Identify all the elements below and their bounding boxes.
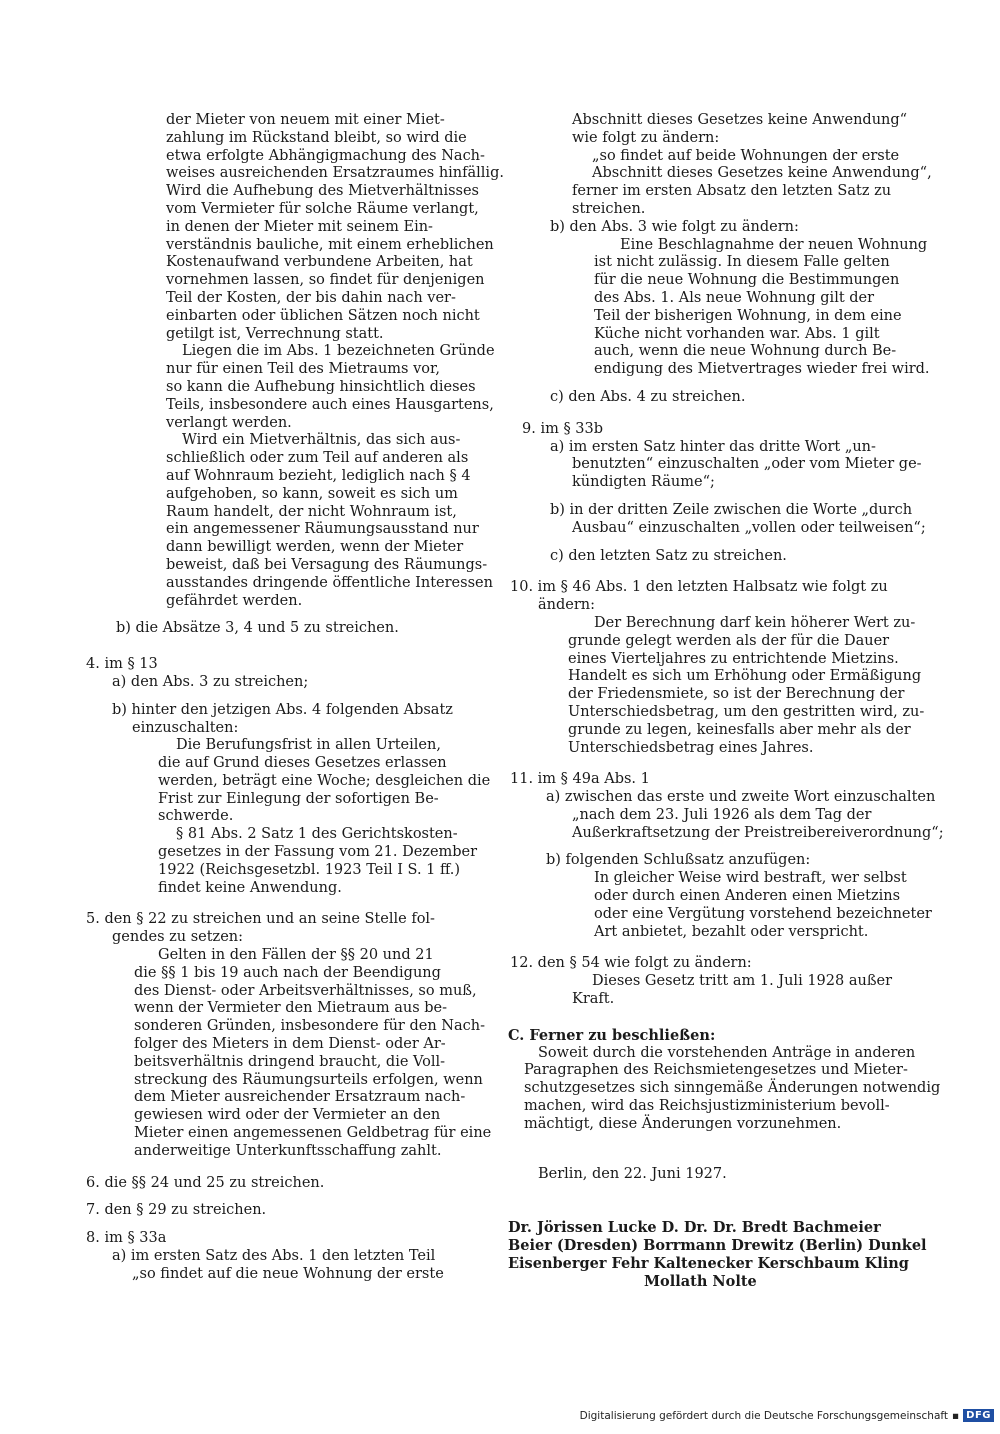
left-text-line: einbarten oder üblichen Sätzen noch nicht [166, 307, 480, 324]
right-text-line: Außerkraftsetzung der Preistreibereiverordnung“; [572, 824, 944, 841]
signature-line: Eisenberger Fehr Kaltenecker Kerschbaum Kling [508, 1255, 909, 1273]
right-text-line: a) im ersten Satz hinter das dritte Wort „un- [550, 438, 876, 455]
footer-credit: Digitalisierung gefördert durch die Deutsche Forschungsgemeinschaft [579, 1409, 949, 1422]
right-text-line: für die neue Wohnung die Bestimmungen [594, 272, 900, 289]
left-text-line: streckung des Räumungsurteils erfolgen, wenn [134, 1071, 483, 1088]
right-text-line: oder eine Vergütung vorstehend bezeichneter [594, 905, 932, 922]
left-text-line: gesetzes in der Fassung vom 21. Dezember [158, 844, 478, 861]
signature-line: Beier (Dresden) Borrmann Drewitz (Berlin) Dunkel [508, 1237, 927, 1255]
left-text-line: findet keine Anwendung. [158, 879, 342, 896]
left-text-line: schließlich oder zum Teil auf anderen als [166, 450, 469, 467]
left-text-line: einzuschalten: [132, 719, 239, 736]
left-text-line: 4. im § 13 [86, 656, 158, 673]
left-text-line: Liegen die im Abs. 1 bezeichneten Gründe [182, 343, 495, 360]
left-text-line: nur für einen Teil des Mietraums vor, [166, 361, 440, 378]
right-text-line: oder durch einen Anderen einen Mietzins [594, 888, 901, 905]
right-spacer [508, 842, 900, 852]
right-text-line: Unterschiedsbetrag, um den gestritten wird, zu- [568, 703, 925, 720]
right-text-line: eines Vierteljahres zu entrichtende Mietzins. [568, 650, 899, 667]
left-text-line: ein angemessener Räumungsausstand nur [166, 521, 479, 538]
left-text-line: dann bewilligt werden, wenn der Mieter [166, 539, 464, 556]
footer [580, 1409, 994, 1422]
right-text-line: grunde zu legen, keinesfalls aber mehr als der [568, 721, 911, 738]
right-text-line: c) den Abs. 4 zu streichen. [550, 388, 746, 405]
left-text-line: a) den Abs. 3 zu streichen; [112, 673, 309, 690]
left-text-line: getilgt ist, Verrechnung statt. [166, 325, 384, 342]
right-text-line: ändern: [538, 597, 596, 614]
signature-line: Dr. Jörissen Lucke D. Dr. Dr. Bredt Bachmeier [508, 1219, 881, 1237]
left-text-line: gewiesen wird oder der Vermieter an den [134, 1107, 441, 1124]
left-text-line: gefährdet werden. [166, 592, 303, 609]
left-text-line: in denen der Mieter mit seinem Ein- [166, 218, 433, 235]
dfg-logo: DFG [963, 1409, 994, 1422]
left-text-line: Teil der Kosten, der bis dahin nach ver- [166, 289, 456, 306]
right-text-line: ferner im ersten Absatz den letzten Satz zu [572, 183, 892, 200]
left-text-line: die §§ 1 bis 19 auch nach der Beendigung [134, 964, 441, 981]
left-text-line: etwa erfolgte Abhängigmachung des Nach- [166, 147, 485, 164]
right-text-line: wie folgt zu ändern: [572, 129, 720, 146]
right-spacer [508, 407, 900, 421]
left-text-line: 7. den § 29 zu streichen. [86, 1202, 267, 1219]
left-text-line: 8. im § 33a [86, 1230, 167, 1247]
right-text-line: auch, wenn die neue Wohnung durch Be- [594, 343, 897, 360]
right-text-line: „so findet auf beide Wohnungen der erste [592, 147, 900, 164]
left-text-line: des Dienst- oder Arbeitsverhältnisses, so muß, [134, 982, 477, 999]
left-text-line: Gelten in den Fällen der §§ 20 und 21 [158, 947, 434, 964]
left-text-line: weises ausreichenden Ersatzraumes hinfällig. [166, 165, 504, 182]
right-text-line: der Friedensmiete, so ist der Berechnung der [568, 686, 905, 703]
left-text-line: b) hinter den jetzigen Abs. 4 folgenden Absatz [112, 701, 453, 718]
left-text-line: Teils, insbesondere auch eines Hausgartens, [166, 396, 494, 413]
right-spacer [508, 379, 900, 389]
left-text-line: auf Wohnraum bezieht, lediglich nach § 4 [166, 467, 471, 484]
right-text-line: 12. den § 54 wie folgt zu ändern: [510, 955, 752, 972]
right-text-line: Abschnitt dieses Gesetzes keine Anwendung“, [592, 165, 932, 182]
left-text-line: Wird ein Mietverhältnis, das sich aus- [182, 432, 461, 449]
left-text-line: a) im ersten Satz des Abs. 1 den letzten Teil [112, 1248, 436, 1265]
left-text-line: Mieter einen angemessenen Geldbetrag für eine [134, 1125, 492, 1142]
right-text-line: Handelt es sich um Erhöhung oder Ermäßigung [568, 668, 922, 685]
right-text-line: streichen. [572, 200, 646, 217]
left-text-line: verlangt werden. [166, 414, 292, 431]
right-text-line: 11. im § 49a Abs. 1 [510, 771, 650, 788]
right-text-line: b) folgenden Schlußsatz anzufügen: [546, 852, 811, 869]
left-spacer [82, 610, 470, 620]
right-text-line: benutzten“ einzuschalten „oder vom Mieter ge- [572, 456, 922, 473]
left-text-line: verständnis bauliche, mit einem erheblichen [166, 236, 494, 253]
right-text-line: ist nicht zulässig. In diesem Falle gelten [594, 254, 890, 271]
left-text-line: § 81 Abs. 2 Satz 1 des Gerichtskosten- [176, 826, 458, 843]
left-text-line: beweist, daß bei Versagung des Räumungs- [166, 556, 488, 573]
right-text-line: Abschnitt dieses Gesetzes keine Anwendung“ [572, 112, 908, 128]
left-text-line: zahlung im Rückstand bleibt, so wird die [166, 129, 467, 146]
left-text-line: vornehmen lassen, so findet für denjenigen [166, 272, 485, 289]
signature-line: Mollath Nolte [644, 1272, 757, 1290]
right-text-line: Unterschiedsbetrag eines Jahres. [568, 739, 814, 756]
left-text-line: 5. den § 22 zu streichen und an seine Stelle fol- [86, 911, 435, 928]
left-spacer [82, 1161, 470, 1175]
right-text-line: kündigten Räume“; [572, 474, 715, 491]
left-spacer [82, 1192, 470, 1202]
right-text-line: schutzgesetzes sich sinngemäße Änderungen notwendig [524, 1080, 941, 1097]
left-text-line: Kostenaufwand verbundene Arbeiten, hat [166, 254, 473, 271]
left-text-line: vom Vermieter für solche Räume verlangt, [166, 200, 479, 217]
right-text-line: Berlin, den 22. Juni 1927. [538, 1165, 727, 1182]
right-text-line: Dieses Gesetz tritt am 1. Juli 1928 außer [592, 973, 893, 990]
footer-bullet-icon: ▪ [952, 1409, 960, 1422]
right-text-line: Der Berechnung darf kein höherer Wert zu- [594, 614, 916, 631]
right-text-line: Soweit durch die vorstehenden Anträge in anderen [538, 1044, 916, 1061]
left-text-line: Raum handelt, der nicht Wohnraum ist, [166, 503, 457, 520]
left-text-line: wenn der Vermieter den Mietraum aus be- [134, 1000, 448, 1017]
left-text-line: die auf Grund dieses Gesetzes erlassen [158, 755, 447, 772]
right-text-line: 9. im § 33b [522, 420, 604, 437]
right-text-line: a) zwischen das erste und zweite Wort einzuschalten [546, 789, 936, 806]
left-text-line: aufgehoben, so kann, soweit es sich um [166, 485, 458, 502]
right-text-line: endigung des Mietvertrages wieder frei wird. [594, 361, 930, 378]
right-text-line: 10. im § 46 Abs. 1 den letzten Halbsatz wie folgt zu [510, 579, 888, 596]
right-spacer [508, 757, 900, 771]
left-text-line: dem Mieter ausreichender Ersatzraum nach- [134, 1089, 466, 1106]
right-spacer [508, 1183, 900, 1201]
right-text-line: b) den Abs. 3 wie folgt zu ändern: [550, 218, 799, 235]
left-text-line: 6. die §§ 24 und 25 zu streichen. [86, 1174, 325, 1191]
right-spacer [508, 1152, 900, 1166]
right-spacer [508, 1009, 900, 1027]
left-text-line: der Mieter von neuem mit einer Miet- [166, 112, 445, 128]
left-column [82, 112, 504, 1284]
left-text-line: 1922 (Reichsgesetzbl. 1923 Teil I S. 1 ff.) [158, 861, 461, 878]
right-spacer [508, 1134, 900, 1152]
right-spacer [508, 565, 900, 579]
right-text-line: Teil der bisherigen Wohnung, in dem eine [594, 307, 902, 324]
right-text-line: Ausbau“ einzuschalten „vollen oder teilweisen“; [572, 519, 926, 536]
right-column [508, 112, 944, 1291]
right-text-line: C. Ferner zu beschließen: [508, 1026, 716, 1044]
left-text-line: Frist zur Einlegung der sofortigen Be- [158, 790, 439, 807]
right-spacer [508, 1201, 900, 1219]
left-text-line: „so findet auf die neue Wohnung der erste [132, 1265, 444, 1282]
left-text-line: so kann die Aufhebung hinsichtlich dieses [166, 378, 476, 395]
left-text-line: beitsverhältnis dringend braucht, die Voll- [134, 1053, 446, 1070]
right-text-line: grunde gelegt werden als der für die Dauer [568, 632, 890, 649]
left-text-line: b) die Absätze 3, 4 und 5 zu streichen. [116, 620, 399, 637]
left-text-line: folger des Mieters in dem Dienst- oder Ar- [134, 1036, 446, 1053]
left-spacer [82, 692, 470, 702]
left-spacer [82, 1220, 470, 1230]
right-text-line: Kraft. [572, 991, 615, 1008]
right-spacer [508, 941, 900, 955]
right-text-line: mächtigt, diese Änderungen vorzunehmen. [524, 1115, 842, 1132]
right-text-line: Eine Beschlagnahme der neuen Wohnung [620, 236, 928, 253]
right-text-line: Küche nicht vorhanden war. Abs. 1 gilt [594, 325, 880, 342]
left-text-line: Wird die Aufhebung des Mietverhältnisses [166, 183, 480, 200]
left-text-line: gendes zu setzen: [112, 929, 243, 946]
right-spacer [508, 492, 900, 502]
right-text-line: „nach dem 23. Juli 1926 als dem Tag der [572, 806, 872, 823]
right-text-line: Art anbietet, bezahlt oder verspricht. [594, 923, 869, 940]
right-text-line: des Abs. 1. Als neue Wohnung gilt der [594, 289, 875, 306]
left-text-line: sonderen Gründen, insbesondere für den Nach- [134, 1018, 485, 1035]
right-text-line: machen, wird das Reichsjustizministerium bevoll- [524, 1098, 890, 1115]
right-text-line: c) den letzten Satz zu streichen. [550, 547, 787, 564]
left-text-line: ausstandes dringende öffentliche Interessen [166, 574, 493, 591]
left-text-line: schwerde. [158, 808, 234, 825]
right-spacer [508, 538, 900, 548]
left-spacer [82, 897, 470, 911]
right-text-line: b) in der dritten Zeile zwischen die Worte „durch [550, 501, 913, 518]
right-text-line: Paragraphen des Reichsmietengesetzes und Mieter- [524, 1062, 908, 1079]
left-spacer [82, 638, 470, 656]
left-text-line: Die Berufungsfrist in allen Urteilen, [176, 737, 441, 754]
left-text-line: anderweitige Unterkunftsschaffung zahlt. [134, 1142, 442, 1159]
right-text-line: In gleicher Weise wird bestraft, wer selbst [594, 870, 907, 887]
left-text-line: werden, beträgt eine Woche; desgleichen die [158, 772, 491, 789]
